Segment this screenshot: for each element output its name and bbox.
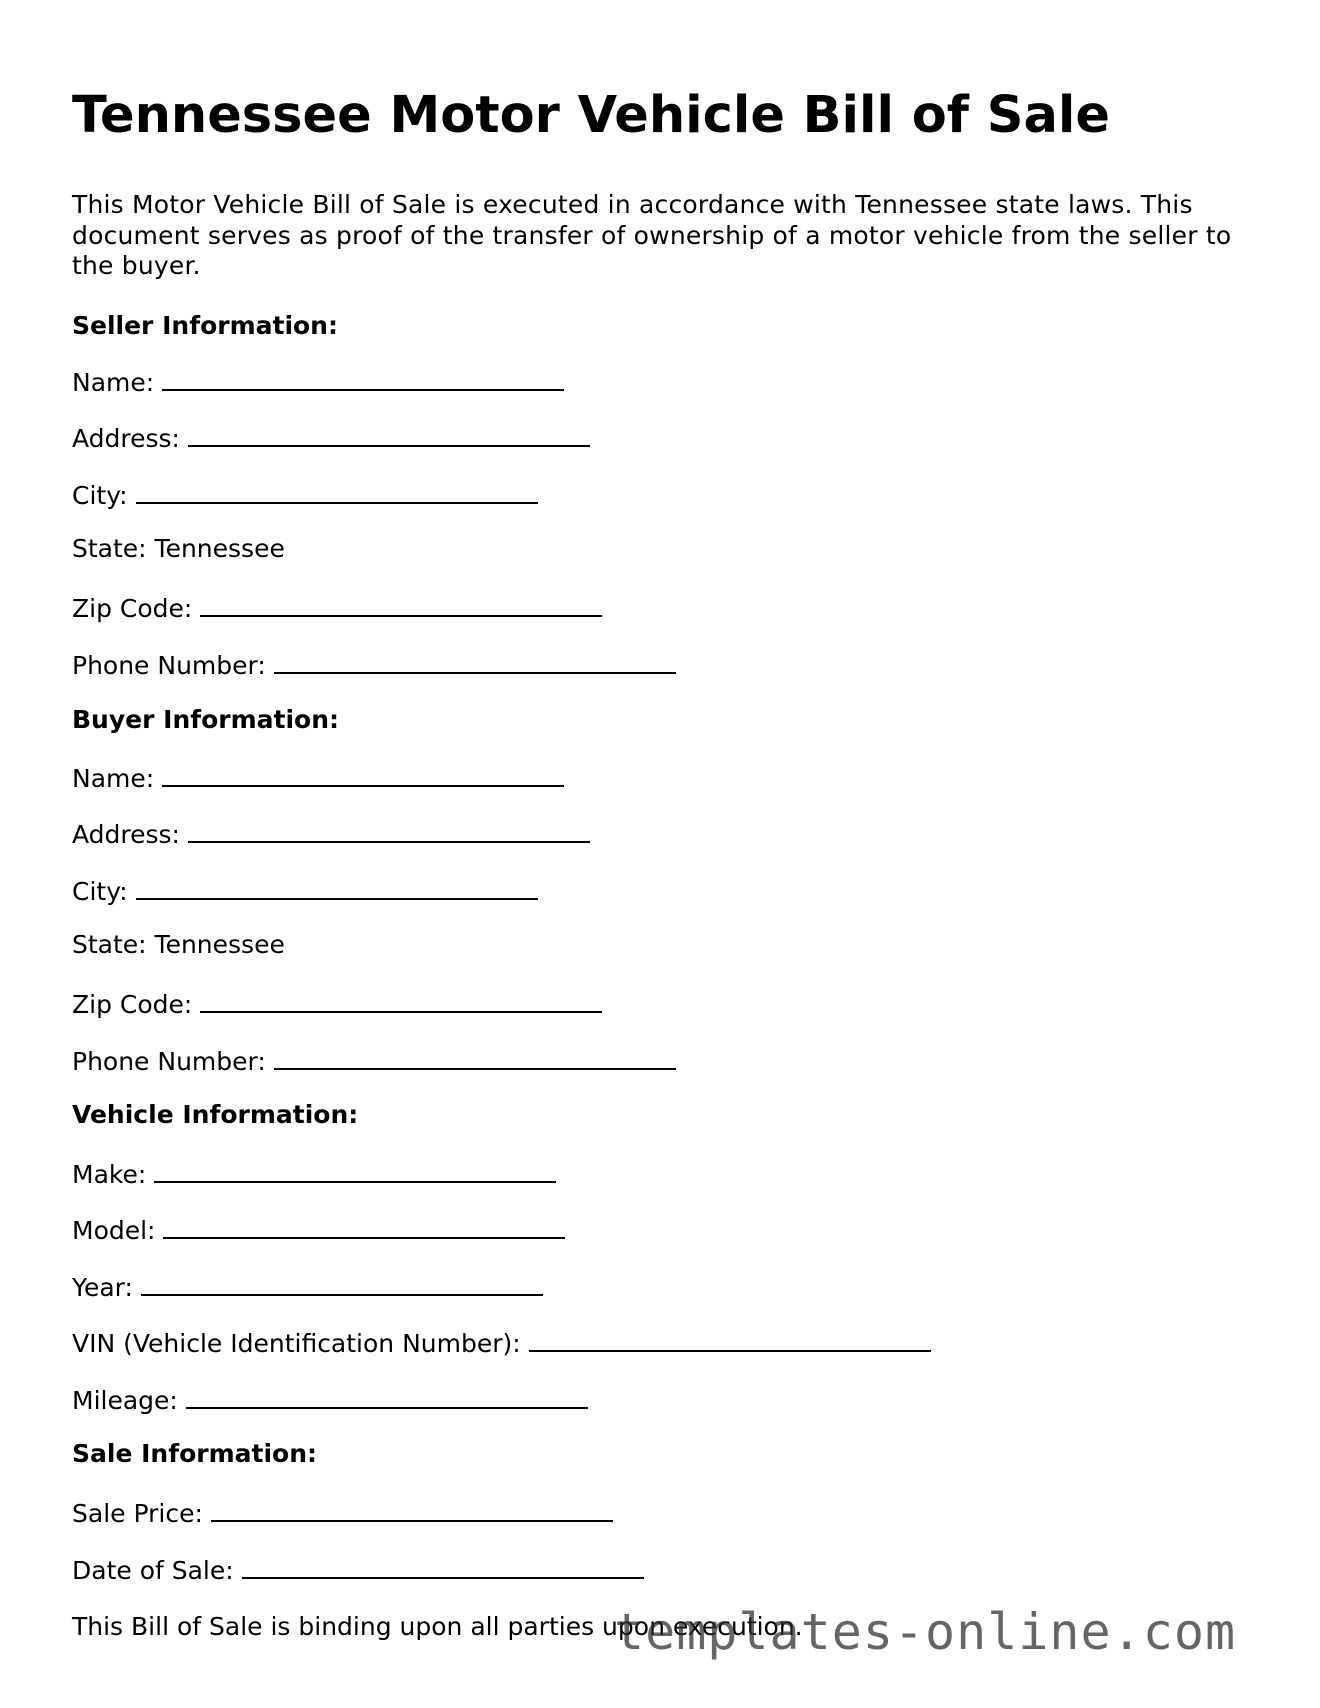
buyer-address-field[interactable] [188,817,590,843]
seller-name-row [72,365,564,398]
buyer-name-row [72,761,564,794]
seller-city-row [72,478,538,511]
vehicle-mileage-field[interactable] [186,1383,588,1409]
seller-address-row [72,421,590,454]
buyer-zip-field[interactable] [200,987,602,1013]
vehicle-year-field[interactable] [141,1270,543,1296]
buyer-address-row [72,817,590,850]
buyer-phone-row [72,1044,676,1077]
buyer-phone-field[interactable] [274,1044,676,1070]
vehicle-model-label: Model: [72,1216,156,1245]
sale-price-row [72,1496,613,1529]
vehicle-vin-row [72,1326,931,1359]
vehicle-make-label: Make: [72,1160,147,1189]
sale-date-row [72,1553,644,1586]
vehicle-model-row [72,1213,565,1246]
buyer-city-row [72,874,538,907]
vehicle-make-row [72,1157,556,1190]
seller-address-label: Address: [72,424,180,453]
watermark-text: templates-online.com [614,1603,1237,1661]
document-title: Tennessee Motor Vehicle Bill of Sale [72,86,1110,145]
seller-state-label: State: Tennessee [72,534,285,563]
seller-zip-field[interactable] [200,591,602,617]
buyer-name-label: Name: [72,764,155,793]
buyer-address-label: Address: [72,820,180,849]
buyer-section-heading: Buyer Information: [72,705,340,734]
vehicle-year-row [72,1270,543,1303]
seller-city-label: City: [72,481,128,510]
seller-phone-row [72,648,676,681]
vehicle-model-field[interactable] [163,1213,565,1239]
seller-name-label: Name: [72,368,155,397]
sale-price-field[interactable] [211,1496,613,1522]
buyer-phone-label: Phone Number: [72,1047,266,1076]
buyer-city-label: City: [72,877,128,906]
sale-date-label: Date of Sale: [72,1556,234,1585]
buyer-city-field[interactable] [136,874,538,900]
seller-zip-label: Zip Code: [72,594,193,623]
vehicle-vin-label: VIN (Vehicle Identification Number): [72,1329,521,1358]
buyer-zip-label: Zip Code: [72,990,193,1019]
intro-paragraph: This Motor Vehicle Bill of Sale is executed in accordance with Tennessee state laws. This document serves as proof of the transfer of ownership of a motor vehicle from the seller to the buyer. [72,190,1232,280]
buyer-state-label: State: Tennessee [72,930,285,959]
seller-phone-field[interactable] [274,648,676,674]
buyer-state-row [72,930,285,960]
vehicle-mileage-label: Mileage: [72,1386,178,1415]
binding-statement: This Bill of Sale is binding upon all parties upon execution. [72,1612,803,1641]
seller-zip-row [72,591,602,624]
vehicle-section-heading: Vehicle Information: [72,1100,359,1129]
seller-city-field[interactable] [136,478,538,504]
buyer-zip-row [72,987,602,1020]
vehicle-mileage-row [72,1383,588,1416]
sale-date-field[interactable] [242,1553,644,1579]
seller-name-field[interactable] [162,365,564,391]
sale-price-label: Sale Price: [72,1499,203,1528]
seller-state-row [72,534,285,564]
vehicle-make-field[interactable] [154,1157,556,1183]
seller-address-field[interactable] [188,421,590,447]
seller-section-heading: Seller Information: [72,311,338,340]
seller-phone-label: Phone Number: [72,651,266,680]
buyer-name-field[interactable] [162,761,564,787]
sale-section-heading: Sale Information: [72,1439,317,1468]
vehicle-vin-field[interactable] [529,1326,931,1352]
vehicle-year-label: Year: [72,1273,133,1302]
